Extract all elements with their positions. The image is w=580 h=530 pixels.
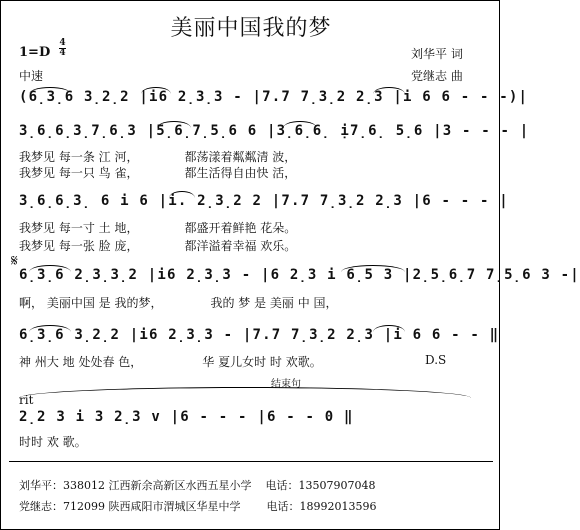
staff-line-4: 6̣3̣6 2̣3̣3̣2 |i6 2̣3̣3 - |6 2̣3 i 6̣5 3 |2̣5̣6̣7 7̣5̣6 3 -| (19, 267, 580, 283)
staff-line-6: 2̣2 3 i 3 2̣3 v |6 - - - |6 - - 0 ‖ (19, 409, 354, 425)
slur (141, 87, 171, 94)
tempo-marking: 中速 (19, 69, 44, 83)
lyricist-credit: 刘华平 词 (411, 47, 463, 61)
staff-line-5: 6̣3̣6 3̣2̣2 |i6 2̣3̣3 - |7.7 7̣3̣2 2̣3 |i 6 6 - - ‖ (19, 327, 500, 343)
lyric-verse-1: 我梦见 每一条 江 河， 都荡漾着粼粼清 波， (19, 150, 297, 164)
contact-composer: 党继志：712099 陕西咸阳市渭城区华星中学 电话：18992013596 (19, 500, 377, 513)
lyric-verse-2: 我梦见 每一只 鸟 雀， 都生活得自由快 活， (19, 166, 297, 180)
ritardando-marking: rit (19, 393, 34, 407)
slur (373, 87, 405, 94)
slur (341, 265, 405, 272)
dal-segno-marking: D.S (425, 353, 447, 367)
contact-lyricist: 刘华平：338012 江西新余高新区水西五星小学 电话：13507907048 (19, 479, 376, 492)
slur (29, 87, 71, 94)
staff-line-3: 3̣6̣6̣3̣ 6 i 6 |i. 2̣3̣2 2 |7.7 7̣3̣2 2̣3 |6 - - - | (19, 193, 509, 209)
coda-label: 结束句 (271, 379, 301, 390)
coda-bracket (19, 387, 471, 398)
slur (373, 325, 405, 332)
lyric-chorus-1: 啊， 美丽中国 是 我的梦， 我的 梦 是 美丽 中 国， (19, 296, 338, 310)
key-signature: 1=D (19, 45, 51, 60)
slur (29, 265, 71, 272)
composer-credit: 党继志 曲 (411, 69, 463, 83)
staff-line-1: (6̣3̣6 3̣2̣2 |i6 2̣3̣3 - |7.7 7̣3̣2 2̣3 |i 6 6 - - -)| (19, 89, 529, 105)
lyric-verse-4: 我梦见 每一张 脸 庞， 都洋溢着幸福 欢乐。 (19, 239, 297, 253)
time-signature: 4 4 (59, 38, 66, 58)
slur (169, 191, 195, 198)
footer-divider (9, 461, 493, 462)
lyric-chorus-2: 神 州大 地 处处春 色， 华 夏儿女时 时 欢歌。 (19, 355, 322, 369)
lyric-verse-3: 我梦见 每一寸 土 地， 都盛开着鲜艳 花朵。 (19, 221, 297, 235)
page-title: 美丽中国我的梦 (170, 16, 332, 41)
slur (283, 121, 317, 128)
slur (157, 121, 191, 128)
staff-line-2: 3̣6̣6̣3̣7̣6̣3 |5̣6̣7̣5̣6 6 |3̣6̣6̣ ị7̣6̣ 5̣6 |3 - - - | (19, 123, 530, 139)
segno-sign: 𝄋 (11, 251, 18, 270)
lyric-ending: 时时 欢 歌。 (19, 435, 87, 449)
slur (29, 325, 71, 332)
